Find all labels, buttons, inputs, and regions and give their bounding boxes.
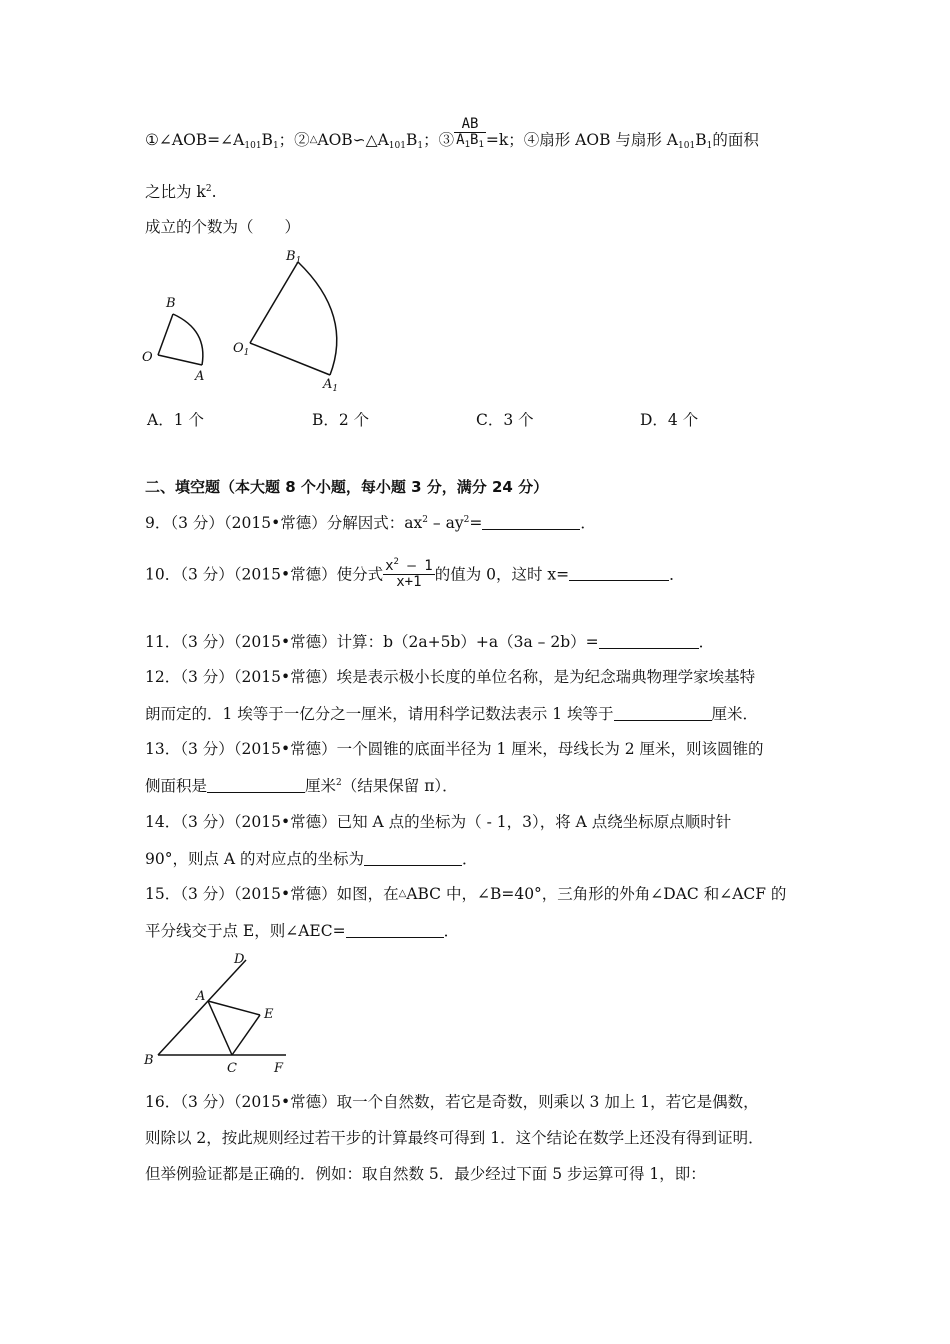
ratio-fraction: $\frac{AB}{A_1B_1}$ <box>456 116 484 151</box>
label-a1: $A_1$ <box>323 377 339 394</box>
question-13-line2: 侧面积是 厘米$^2$（结果保留 π）． <box>145 777 458 795</box>
answer-blank-9[interactable] <box>482 515 580 530</box>
answer-blank-15[interactable] <box>346 923 444 938</box>
triangle-figure <box>138 948 298 1078</box>
question-12-line2: 朗而定的．1 埃等于一亿分之一厘米，请用科学记数法表示 1 埃等于 厘米． <box>145 705 759 723</box>
answer-blank-13[interactable] <box>207 778 305 793</box>
small-sector-ob <box>158 314 173 355</box>
answer-blank-11[interactable] <box>599 634 699 649</box>
label-e: E <box>264 1007 274 1022</box>
large-sector-ob <box>250 262 298 343</box>
label-o: O <box>142 350 153 365</box>
label-b: B <box>166 296 176 311</box>
option-a: A．1 个 <box>147 411 204 429</box>
sector-figure <box>138 245 358 400</box>
answer-blank-10[interactable] <box>569 566 669 581</box>
label-b: B <box>144 1053 154 1068</box>
question-15-line2: 平分线交于点 E，则∠AEC= ． <box>145 922 460 940</box>
line-ce <box>232 1015 260 1055</box>
label-o1: $O_1$ <box>233 341 250 358</box>
small-sector-oa <box>158 355 202 365</box>
question-11: 11．（3 分）（2015•常德）计算：b（2a+5b）+a（3a – 2b）= ． <box>145 633 715 651</box>
question-14-line2: 90°，则点 A 的对应点的坐标为 ． <box>145 850 478 868</box>
fraction-10: $\frac{x^2 - 1}{x+1}$ <box>385 557 433 590</box>
option-b: B．2 个 <box>312 411 370 429</box>
section-title: 二、填空题（本大题 8 个小题，每小题 3 分，满分 24 分） <box>145 478 549 496</box>
label-f: F <box>274 1061 284 1076</box>
q8-ratio-line: 之比为 $k^2$. <box>145 183 217 201</box>
label-d: D <box>234 952 245 967</box>
label-c: C <box>227 1061 237 1076</box>
option-c: C．3 个 <box>476 411 534 429</box>
question-10: 10．（3 分）（2015•常德）使分式 $\frac{x^2 - 1}{x+1}$ 的值为 0，这时 x= ． <box>145 557 685 590</box>
option-d: D．4 个 <box>640 411 699 429</box>
label-a: A <box>196 989 206 1004</box>
question-12-line1: 12．（3 分）（2015•常德）埃是表示极小长度的单位名称，是为纪念瑞典物理学家埃基特 <box>145 668 756 686</box>
question-16-line2: 则除以 2，按此规则经过若干步的计算最终可得到 1．这个结论在数学上还没有得到证明． <box>145 1129 764 1147</box>
small-sector-arc <box>173 314 203 365</box>
label-a: A <box>195 369 205 384</box>
question-14-line1: 14．（3 分）（2015•常德）已知 A 点的坐标为（ - 1，3），将 A 点绕坐标原点顺时针 <box>145 813 732 831</box>
question-9: 9．（3 分）（2015•常德）分解因式：$ax^2 - ay^2=$ ． <box>145 514 596 532</box>
label-b1: $B_1$ <box>286 249 302 266</box>
question-13-line1: 13．（3 分）（2015•常德）一个圆锥的底面半径为 1 厘米，母线长为 2 厘米，则该圆锥的 <box>145 740 764 758</box>
question-16-line3: 但举例验证都是正确的．例如：取自然数 5．最少经过下面 5 步运算可得 1，即： <box>145 1165 706 1183</box>
large-sector-oa <box>250 343 330 375</box>
answer-blank-14[interactable] <box>364 851 462 866</box>
question-16-line1: 16．（3 分）（2015•常德）取一个自然数，若它是奇数，则乘以 3 加上 1，若它是偶数， <box>145 1093 759 1111</box>
large-sector-arc <box>298 262 337 375</box>
line-ac <box>208 1001 232 1055</box>
line-ae <box>208 1001 260 1015</box>
q8-question: 成立的个数为（ ） <box>145 218 301 236</box>
answer-blank-12[interactable] <box>614 706 712 721</box>
q8-statements: $①\angle AOB=\angle A_{101}B_1$；$②\triangle AOB∽\triangle A_{101}B_1$；③ $\frac{AB}{A_1B_1}$ =k；④扇形 AOB 与扇形 $A_{101}B_1$的面积 <box>145 116 759 151</box>
question-15-line1: 15．（3 分）（2015•常德）如图，在△ABC 中，∠B=40°，三角形的外角∠DAC 和∠ACF 的 <box>145 885 787 903</box>
